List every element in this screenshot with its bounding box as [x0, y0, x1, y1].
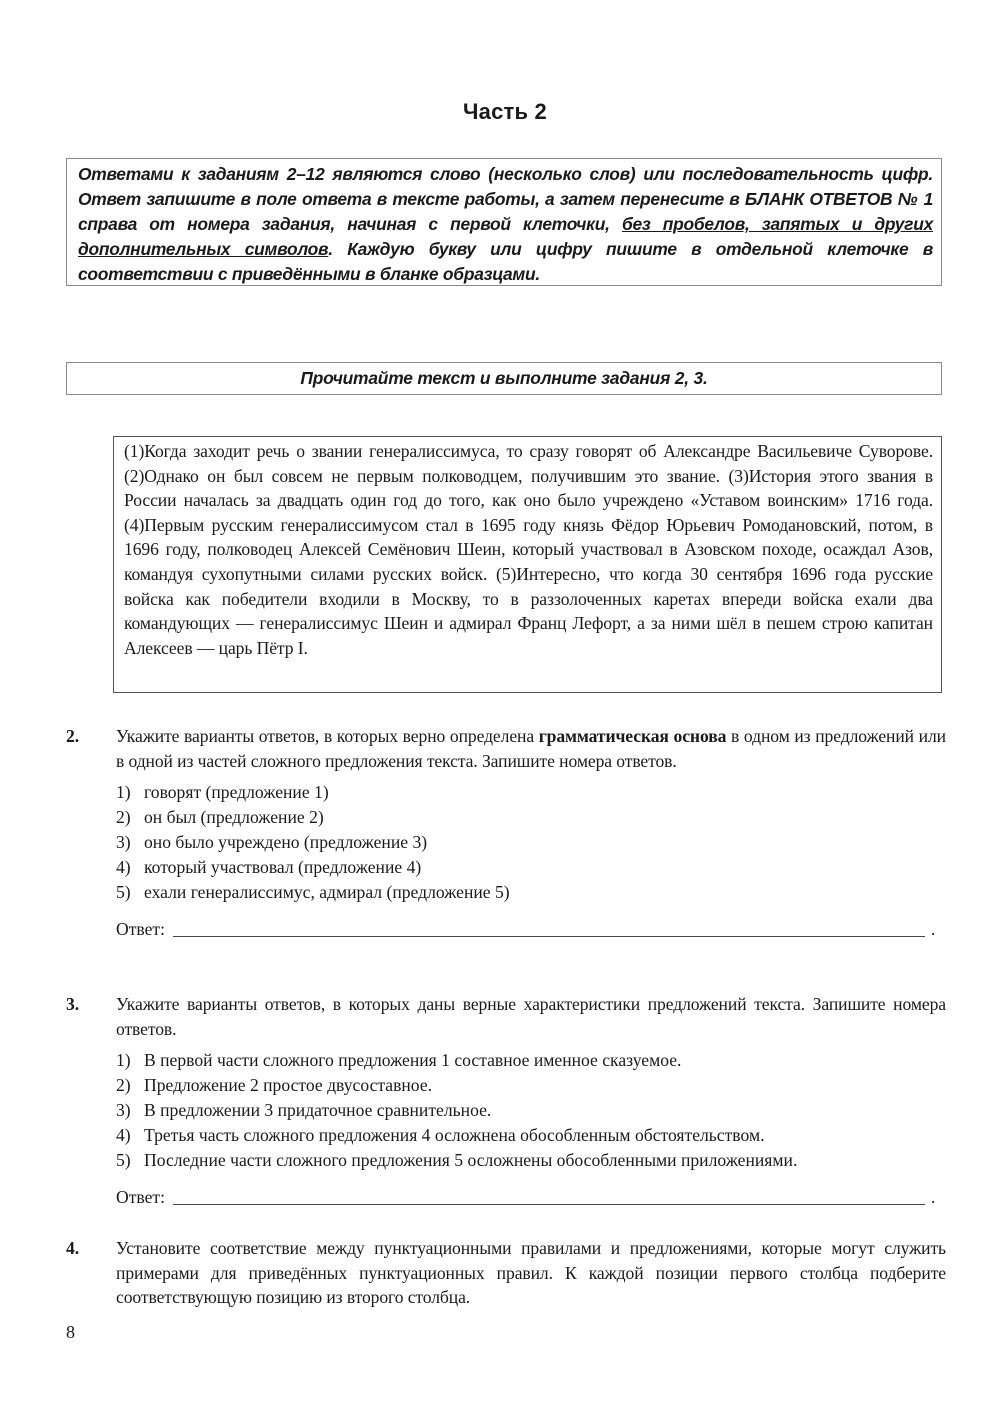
option-item	[116, 1148, 946, 1173]
instructions-text-end: . Каждую букву или цифру пишите в отдельной клеточке в соответствии с приведёнными в бланке образцами.	[78, 239, 933, 284]
option-item	[116, 855, 946, 880]
task-prompt: Установите соответствие между пунктуационными правилами и предложениями, которые могут служить примерами для приведённых пунктуационных правил. К каждой позиции первого столбца подберите соответствующую позицию из второго столбца.	[116, 1238, 946, 1307]
option-text: ехали генералиссимус, адмирал (предложение 5)	[144, 882, 510, 902]
option-number: 4)	[116, 857, 131, 877]
task-3	[66, 992, 946, 1209]
option-text: Третья часть сложного предложения 4 осложнена обособленным обстоятельством.	[144, 1125, 765, 1145]
task-prompt-text: Укажите варианты ответов, в которых верно определена	[116, 726, 539, 746]
option-text: Последние части сложного предложения 5 осложнены обособленными приложениями.	[144, 1150, 798, 1170]
option-number: 3)	[116, 832, 131, 852]
option-text: В первой части сложного предложения 1 составное именное сказуемое.	[144, 1050, 682, 1070]
task-number: 2.	[66, 726, 80, 746]
answer-period: .	[930, 1186, 936, 1207]
part-title: Часть 2	[463, 99, 547, 124]
option-item	[116, 1123, 946, 1148]
option-number: 2)	[116, 1075, 131, 1095]
page-number: 8	[66, 1322, 75, 1342]
reading-prompt: Прочитайте текст и выполните задания 2, 3.	[300, 368, 708, 388]
option-item	[116, 830, 946, 855]
option-text: говорят (предложение 1)	[144, 782, 329, 802]
option-item	[116, 1048, 946, 1073]
reading-prompt-box	[66, 362, 942, 395]
answer-row	[116, 915, 946, 941]
instructions-text: Ответами к заданиям 2–12 являются слово (несколько слов) или последовательность цифр. Ответ запишите в поле ответа в тексте работы, а затем перенесите в БЛАНК ОТВЕТОВ № 1 справа от номера задания, начиная с первой клеточки,	[78, 164, 933, 234]
option-text: В предложении 3 придаточное сравнительное.	[144, 1100, 492, 1120]
instructions-box	[66, 158, 942, 286]
instructions-underlined: без пробелов, запятых и других дополнительных символов	[78, 214, 933, 259]
options-list	[116, 1048, 946, 1173]
reading-text-box	[113, 436, 942, 693]
option-text: он был (предложение 2)	[144, 807, 324, 827]
answer-period: .	[930, 918, 936, 939]
task-number: 4.	[66, 1238, 80, 1258]
option-item	[116, 880, 946, 905]
option-item	[116, 805, 946, 830]
option-text: Предложение 2 простое двусоставное.	[144, 1075, 433, 1095]
option-item	[116, 780, 946, 805]
option-number: 5)	[116, 1150, 131, 1170]
answer-field[interactable]	[173, 918, 925, 937]
option-item	[116, 1098, 946, 1123]
task-number: 3.	[66, 994, 80, 1014]
option-text: оно было учреждено (предложение 3)	[144, 832, 428, 852]
task-2	[66, 724, 946, 941]
answer-label: Ответ:	[116, 918, 165, 939]
task-prompt	[116, 724, 946, 773]
option-number: 5)	[116, 882, 131, 902]
option-item	[116, 1073, 946, 1098]
option-number: 4)	[116, 1125, 131, 1145]
answer-field[interactable]	[173, 1186, 925, 1205]
option-number: 3)	[116, 1100, 131, 1120]
answer-row	[116, 1183, 946, 1209]
task-4	[66, 1236, 946, 1310]
reading-text: (1)Когда заходит речь о звании генералиссимуса, то сразу говорят об Александре Васильевиче Суворове. (2)Однако он был совсем не первым полководцем, получившим это звание. (3)История этого звания в России началась за двадцать один год до того, как оно было учреждено «Уставом воинским» 1716 года. (4)Первым русским генералиссимусом стал в 1695 году князь Фёдор Юрьевич Ромодановский, потом, в 1696 году, полководец Алексей Семёнович Шеин, который участвовал в Азовском походе, осаждал Азов, командуя сухопутными силами русских войск. (5)Интересно, что когда 30 сентября 1696 года русские войска как победители входили в Москву, то в раззолоченных каретах впереди войска ехали два командующих — генералиссимус Шеин и адмирал Франц Лефорт, а за ними шёл в пешем строю капитан Алексеев — царь Пётр I.	[124, 441, 933, 658]
task-prompt-text-end: в одном из предложений или в одной из частей сложного предложения текста. Запишите номера ответов.	[116, 726, 946, 771]
option-text: который участвовал (предложение 4)	[144, 857, 422, 877]
option-number: 1)	[116, 1050, 131, 1070]
options-list	[116, 780, 946, 905]
answer-label: Ответ:	[116, 1186, 165, 1207]
task-prompt: Укажите варианты ответов, в которых даны верные характеристики предложений текста. Запишите номера ответов.	[116, 994, 946, 1039]
task-prompt-bold: грамматическая основа	[538, 726, 727, 746]
option-number: 1)	[116, 782, 131, 802]
option-number: 2)	[116, 807, 131, 827]
